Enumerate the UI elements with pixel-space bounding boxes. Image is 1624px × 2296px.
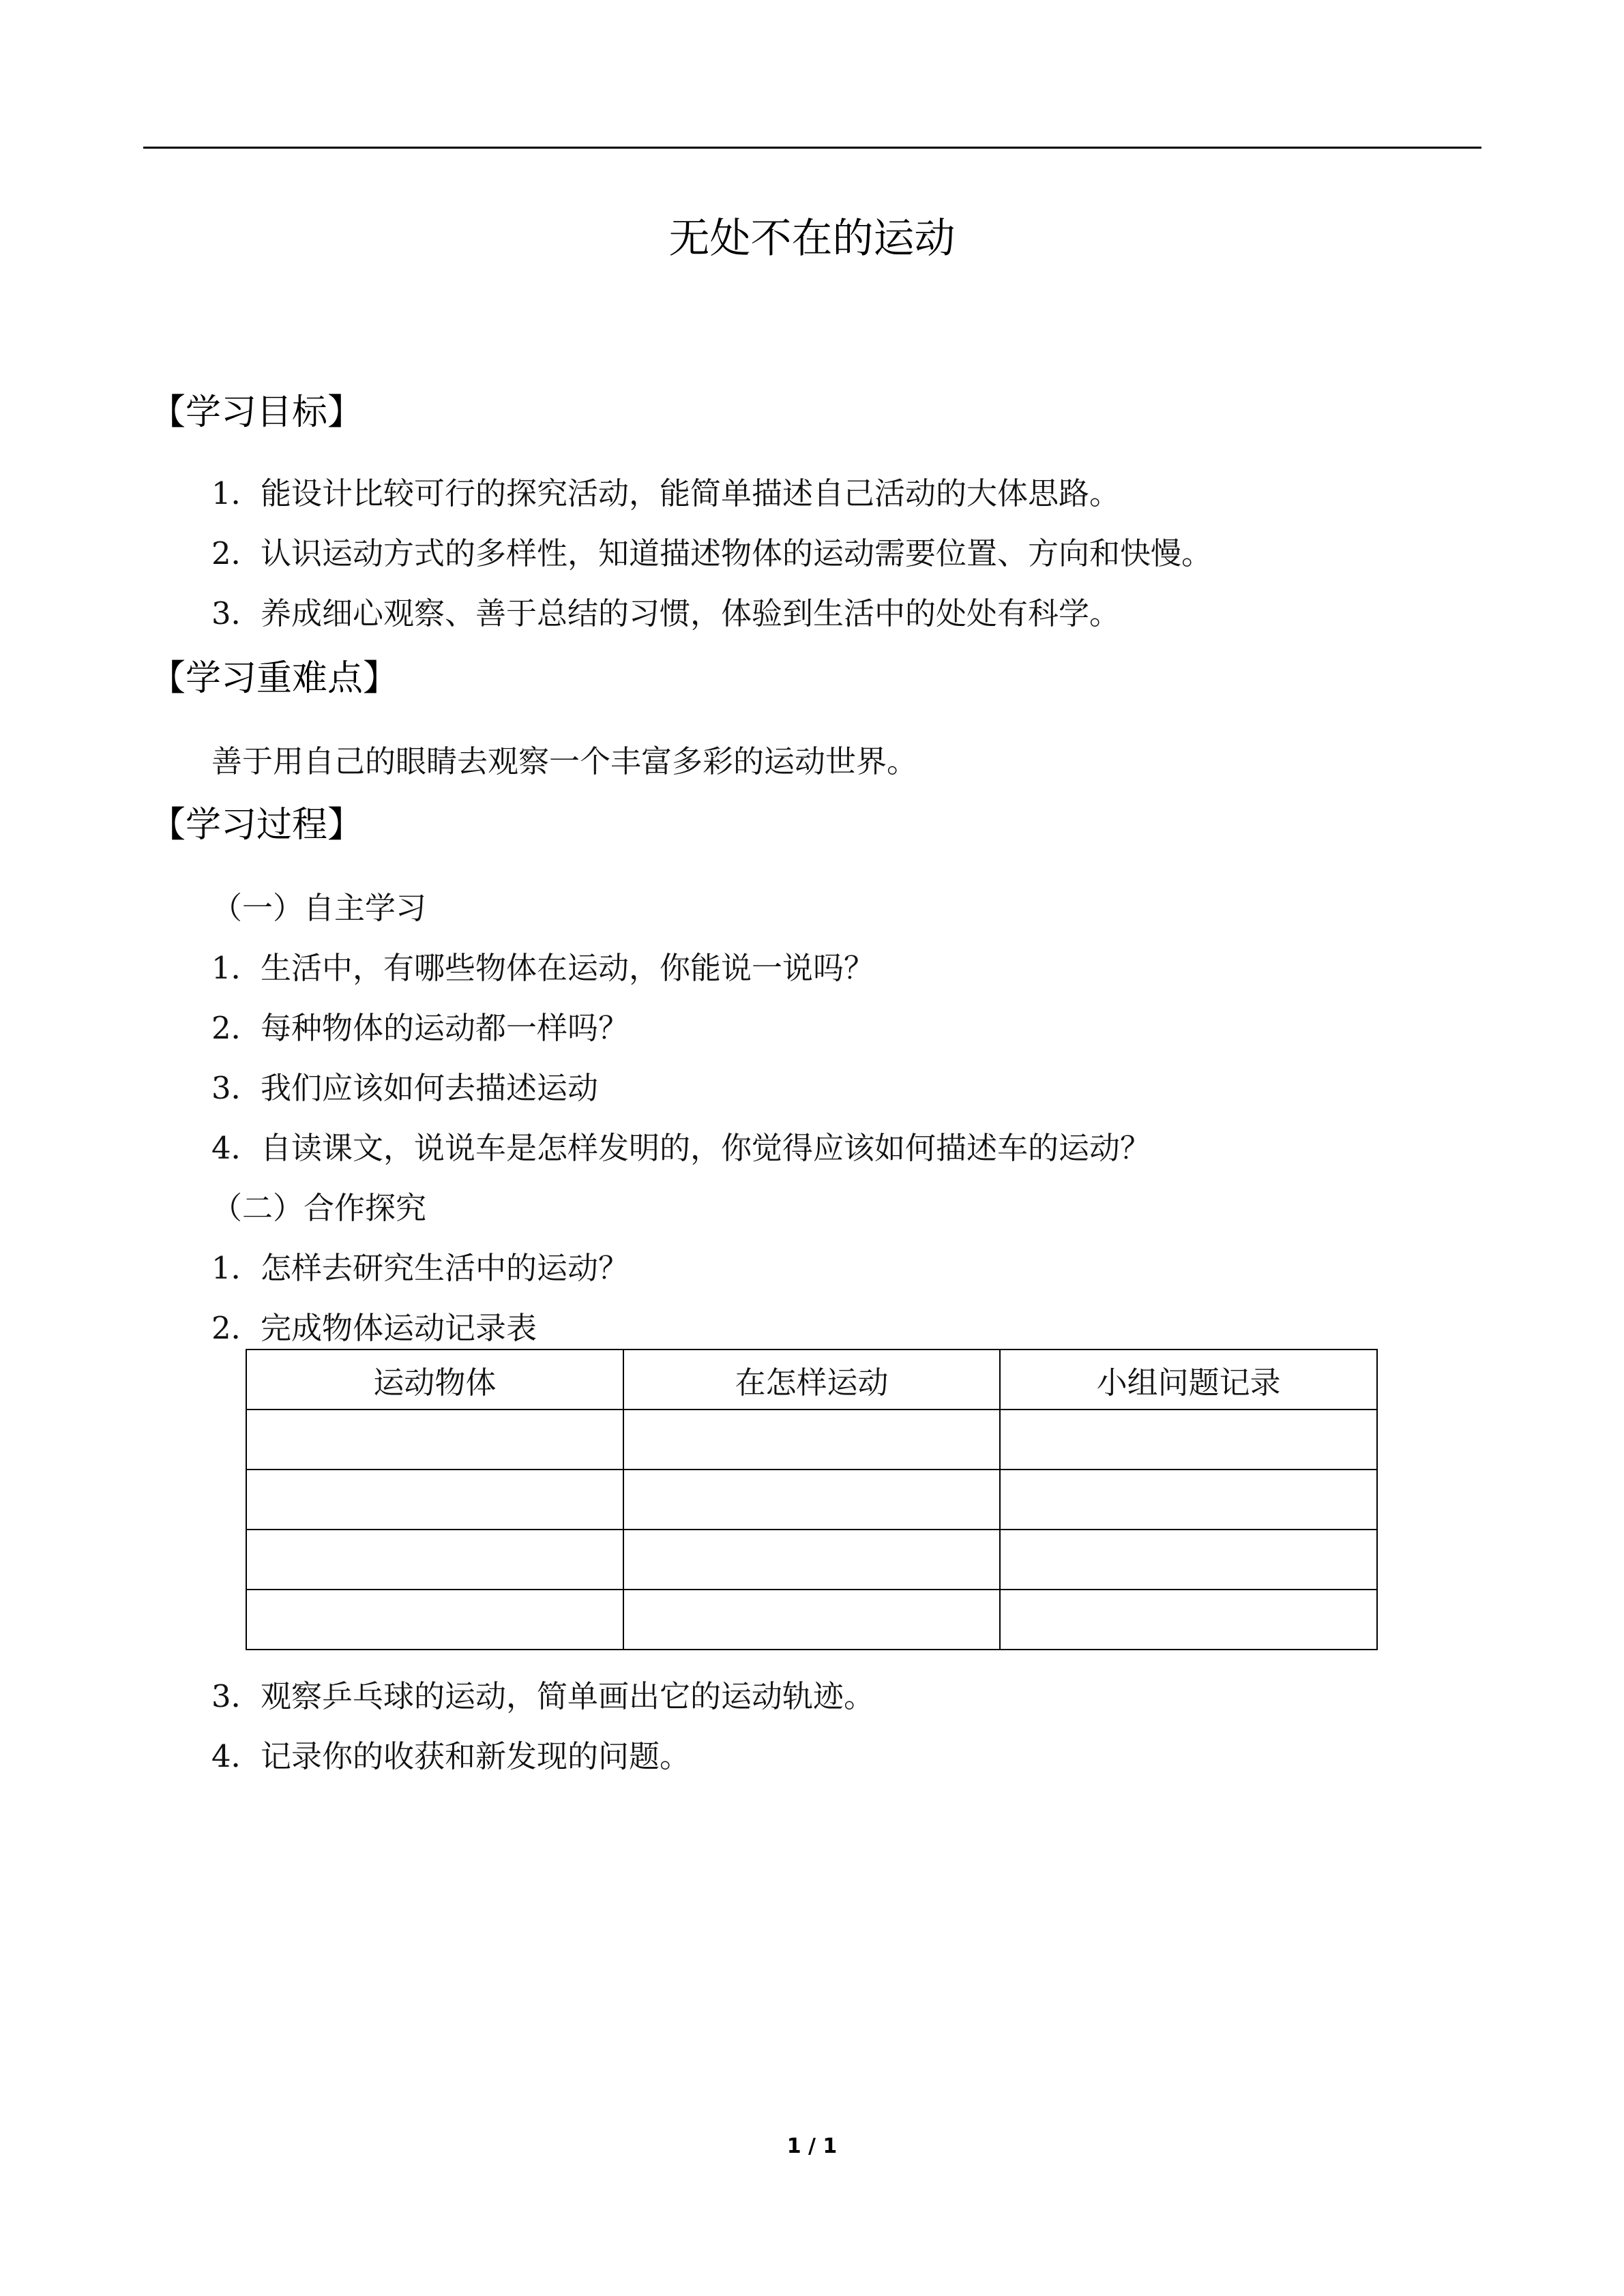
objective-item-2 [211, 533, 1212, 574]
objective-item-1 [211, 473, 1120, 514]
cooperative-item-3 [211, 1676, 874, 1717]
cooperative-item-1 [211, 1248, 629, 1289]
table-header-cell: 运动物体 [246, 1350, 623, 1410]
table-cell [623, 1410, 1001, 1470]
process-heading: 【学习过程】 [150, 805, 364, 846]
item-text: 完成物体运动记录表 [261, 1310, 537, 1346]
table-cell [1000, 1470, 1377, 1530]
self-study-item-2 [211, 1008, 629, 1049]
item-text: 生活中，有哪些物体在运动，你能说一说吗？ [261, 950, 875, 986]
item-number: 4． [211, 1130, 262, 1166]
item-text: 自读课文，说说车是怎样发明的，你觉得应该如何描述车的运动？ [261, 1130, 1151, 1166]
header-rule [143, 147, 1481, 149]
table-row [246, 1470, 1377, 1530]
keypoints-heading: 【学习重难点】 [150, 658, 399, 699]
self-study-item-4 [211, 1128, 1151, 1169]
item-text: 养成细心观察、善于总结的习惯，体验到生活中的处处有科学。 [261, 595, 1121, 631]
page-title: 无处不在的运动 [668, 215, 956, 263]
table-cell [1000, 1410, 1377, 1470]
page-number: 1 / 1 [786, 2134, 838, 2158]
table-cell [623, 1590, 1001, 1650]
item-number: 4． [211, 1738, 262, 1774]
motion-record-table [246, 1349, 1378, 1650]
self-study-item-1 [211, 948, 874, 989]
item-text: 我们应该如何去描述运动 [261, 1070, 599, 1106]
item-number: 2． [211, 1310, 262, 1346]
table-row [246, 1530, 1377, 1590]
item-text: 认识运动方式的多样性，知道描述物体的运动需要位置、方向和快慢。 [261, 535, 1213, 571]
item-number: 1． [211, 950, 262, 986]
cooperative-item-2 [211, 1308, 537, 1349]
item-text: 能设计比较可行的探究活动，能简单描述自己活动的大体思路。 [261, 475, 1121, 511]
section-title-self-study: （一）自主学习 [211, 890, 427, 926]
item-number: 3． [211, 1678, 262, 1714]
item-text: 怎样去研究生活中的运动？ [261, 1250, 630, 1286]
objectives-heading: 【学习目标】 [150, 392, 364, 433]
item-number: 2． [211, 535, 262, 571]
table-cell [1000, 1590, 1377, 1650]
cooperative-item-4 [211, 1736, 690, 1777]
item-number: 2． [211, 1010, 262, 1046]
self-study-item-3 [211, 1068, 598, 1109]
item-text: 每种物体的运动都一样吗？ [261, 1010, 630, 1046]
table-row [246, 1590, 1377, 1650]
table-cell [623, 1530, 1001, 1590]
objective-item-3 [211, 593, 1120, 634]
table-cell [246, 1470, 623, 1530]
section-title-cooperative: （二）合作探究 [211, 1190, 427, 1226]
table-row [246, 1410, 1377, 1470]
item-text: 记录你的收获和新发现的问题。 [261, 1738, 691, 1774]
table-cell [246, 1410, 623, 1470]
keypoints-text: 善于用自己的眼睛去观察一个丰富多彩的运动世界。 [211, 743, 918, 779]
item-number: 1． [211, 475, 262, 511]
table-cell [246, 1590, 623, 1650]
table-cell [1000, 1530, 1377, 1590]
table-header-cell: 小组问题记录 [1000, 1350, 1377, 1410]
item-text: 观察乒乓球的运动，简单画出它的运动轨迹。 [261, 1678, 875, 1714]
table-header-cell: 在怎样运动 [623, 1350, 1001, 1410]
table-header-row [246, 1350, 1377, 1410]
item-number: 3． [211, 595, 262, 631]
item-number: 3． [211, 1070, 262, 1106]
item-number: 1． [211, 1250, 262, 1286]
table-cell [623, 1470, 1001, 1530]
table-cell [246, 1530, 623, 1590]
